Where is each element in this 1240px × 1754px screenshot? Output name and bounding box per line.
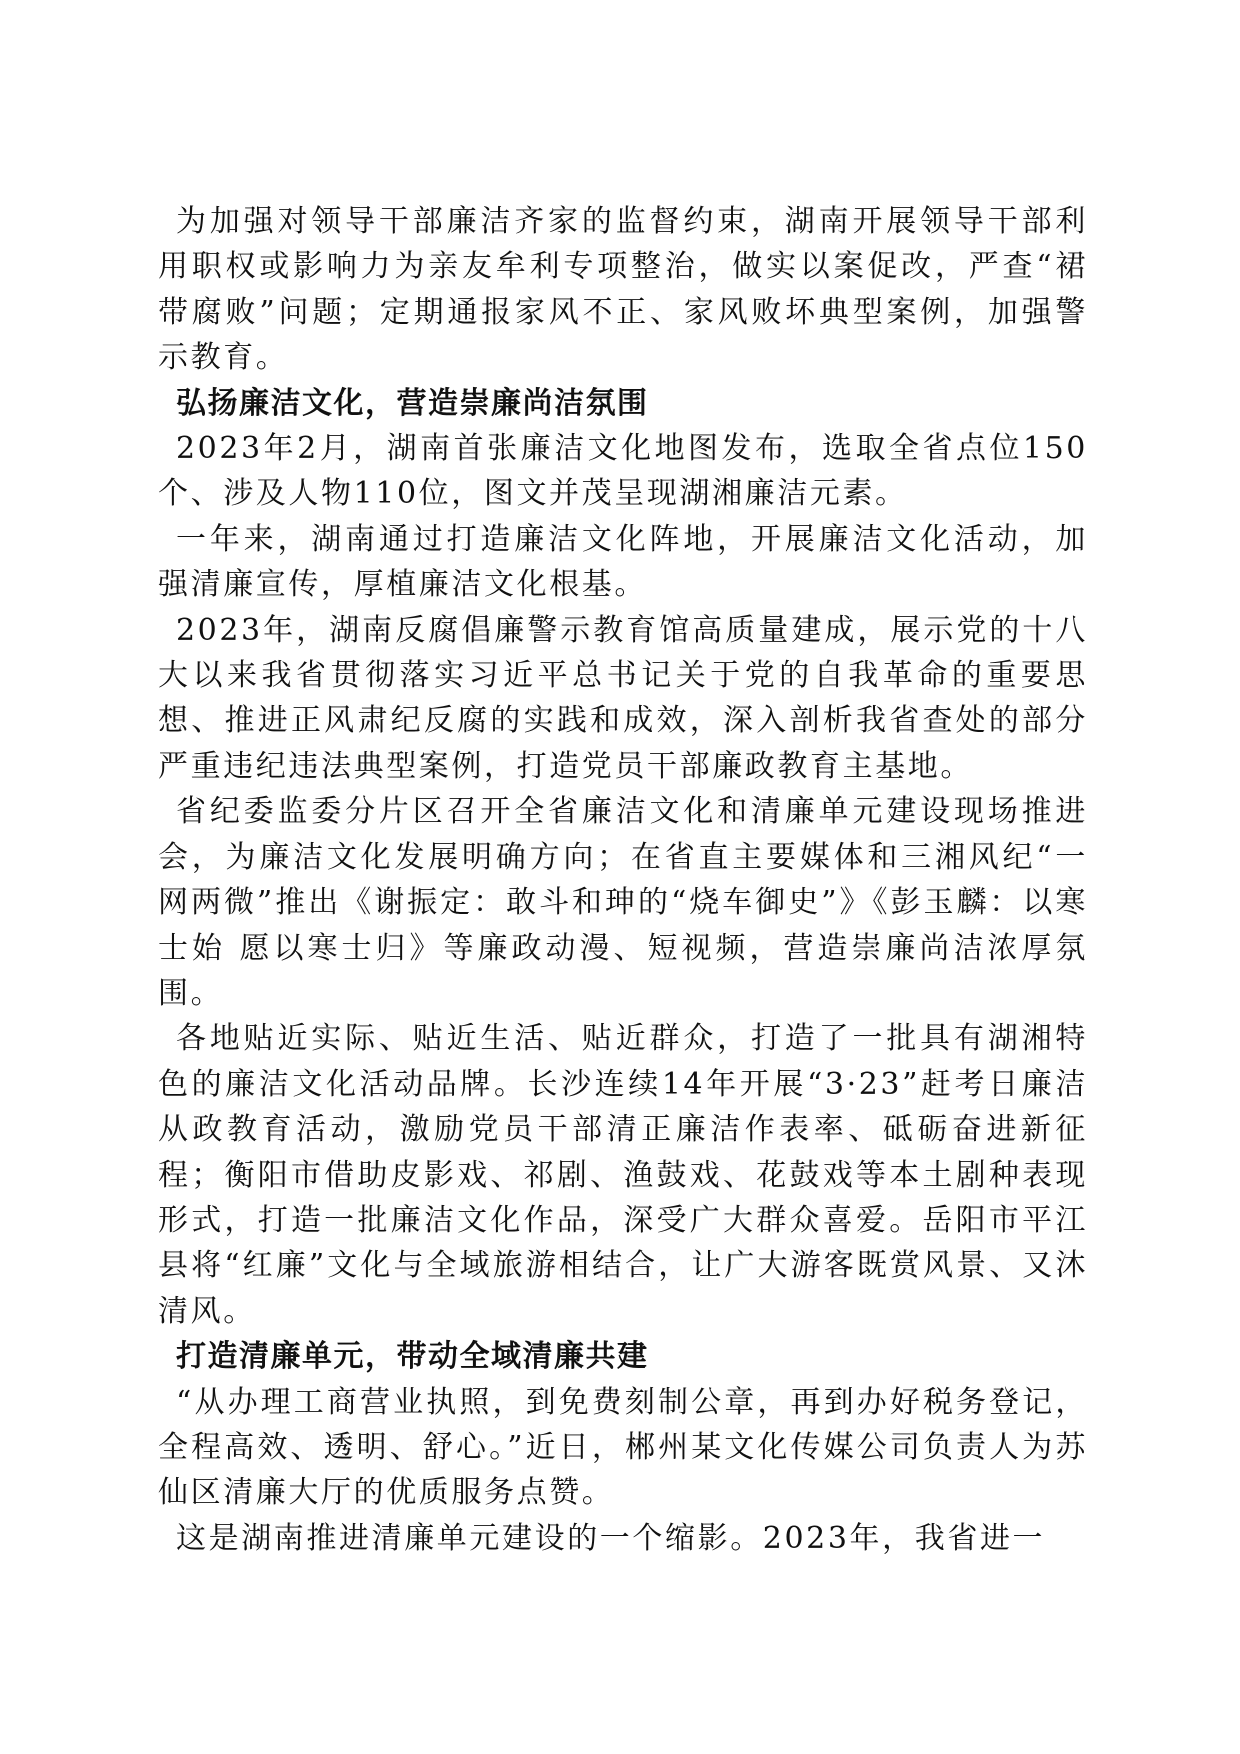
document-page [158, 199, 1088, 1561]
section-heading-integrity-culture: 弘扬廉洁文化，营造崇廉尚洁氛围 [176, 385, 649, 421]
paragraph-culture-map: 2023年2月，湖南首张廉洁文化地图发布，选取全省点位150个、涉及人物110位，图文并茂呈现湖湘廉洁元素。 [158, 431, 1088, 512]
paragraph-local-activities: 各地贴近实际、贴近生活、贴近群众，打造了一批具有湖湘特色的廉洁文化活动品牌。长沙连续14年开展“3·23”赶考日廉洁从政教育活动，激励党员干部清正廉洁作表率、砥砺奋进新征程；衡阳市借助皮影戏、祁剧、渔鼓戏、花鼓戏等本土剧种表现形式，打造一批廉洁文化作品，深受广大群众喜爱。岳阳市平江县将“红廉”文化与全域旅游相结合，让广大游客既赏风景、又沐清风。 [158, 1021, 1088, 1329]
paragraph-year-overview: 一年来，湖南通过打造廉洁文化阵地，开展廉洁文化活动，加强清廉宣传，厚植廉洁文化根基。 [158, 521, 1088, 603]
paragraph-service-hall: “从办理工商营业执照，到免费刻制公章，再到办好税务登记，全程高效、透明、舒心。”近日，郴州某文化传媒公司负责人为苏仙区清廉大厅的优质服务点赞。 [158, 1384, 1088, 1511]
section-heading-integrity-units: 打造清廉单元，带动全域清廉共建 [176, 1339, 649, 1375]
paragraph-education-hall: 2023年，湖南反腐倡廉警示教育馆高质量建成，展示党的十八大以来我省贯彻落实习近平总书记关于党的自我革命的重要思想、推进正风肃纪反腐的实践和成效，深入剖析我省查处的部分严重违纪违法典型案例，打造党员干部廉政教育主基地。 [158, 612, 1088, 784]
paragraph-family-supervision: 为加强对领导干部廉洁齐家的监督约束，湖南开展领导干部利用职权或影响力为亲友牟利专项整治，做实以案促改，严查“裙带腐败”问题；定期通报家风不正、家风败坏典型案例，加强警示教育。 [158, 204, 1088, 376]
paragraph-unit-construction: 这是湖南推进清廉单元建设的一个缩影。2023年，我省进一 [176, 1520, 1046, 1556]
paragraph-promotion-meeting: 省纪委监委分片区召开全省廉洁文化和清廉单元建设现场推进会，为廉洁文化发展明确方向；在省直主要媒体和三湘风纪“一网两微”推出《谢振定：敢斗和珅的“烧车御史”》《彭玉麟：以寒士始 愿以寒士归》等廉政动漫、短视频，营造崇廉尚洁浓厚氛围。 [158, 794, 1088, 1011]
